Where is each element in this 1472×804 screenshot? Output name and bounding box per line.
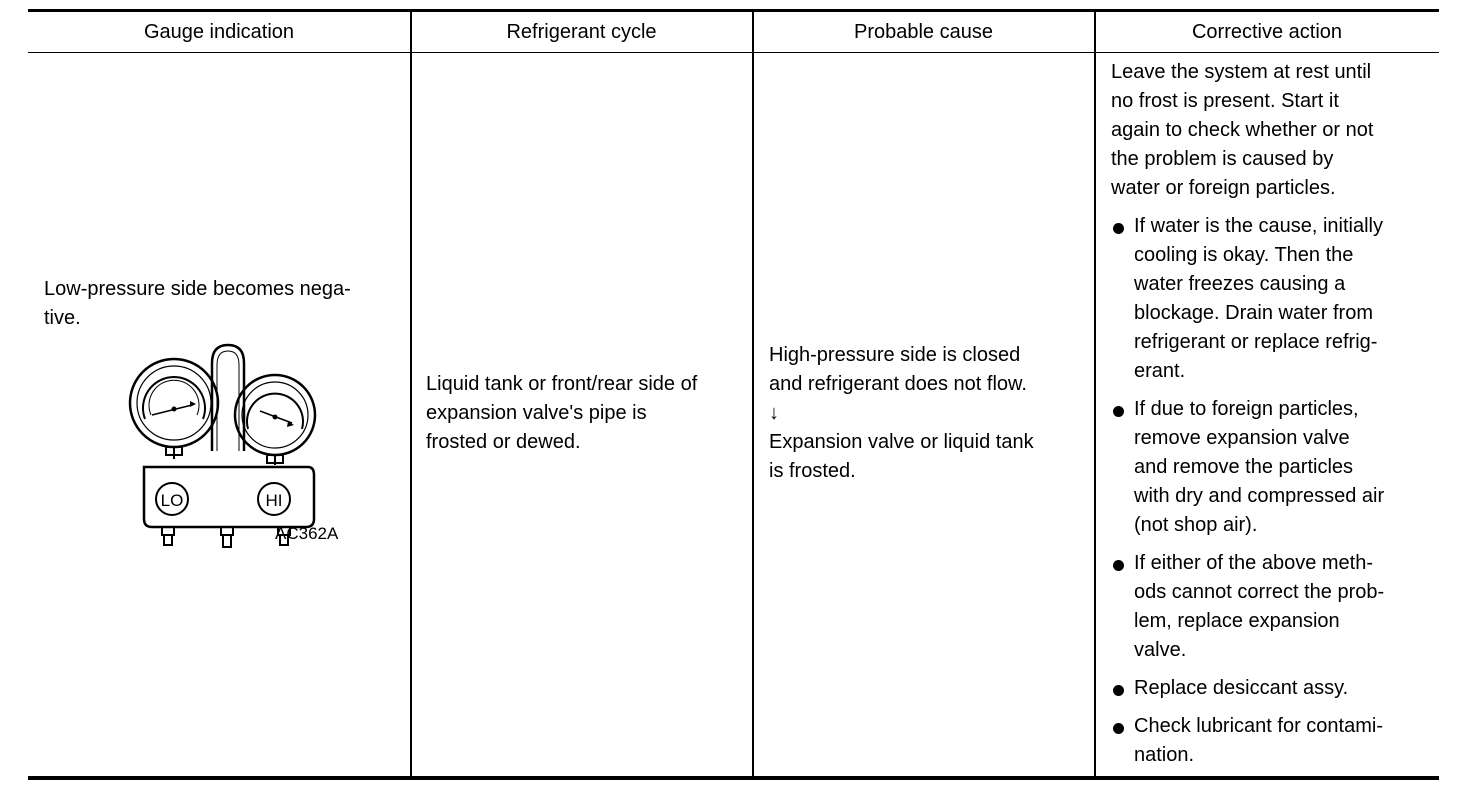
probable-cause-text [769, 341, 1089, 486]
corrective-action-text [1111, 58, 1433, 779]
figure-code: AC362A [275, 524, 339, 543]
bullet-line: Replace desiccant assy. [1134, 677, 1349, 699]
intro-line: Leave the system at rest until [1111, 61, 1372, 83]
cause-line-4: is frosted. [769, 460, 856, 482]
bullet-line: Check lubricant for contami- [1134, 715, 1383, 737]
refrigerant-cycle-text [426, 370, 746, 457]
column-divider-2 [752, 12, 754, 776]
bullet-line: water freezes causing a [1134, 273, 1346, 295]
action-bullet-water [1111, 212, 1433, 386]
header-refrigerant-cycle: Refrigerant cycle [506, 20, 657, 43]
column-divider-1 [410, 12, 412, 776]
bullet-line: If either of the above meth- [1134, 552, 1374, 574]
column-divider-3 [1094, 12, 1096, 776]
cause-line-2: and refrigerant does not flow. [769, 373, 1027, 395]
gauge-indication-line-2: tive. [44, 307, 81, 329]
header-gauge-indication: Gauge indication [143, 20, 295, 43]
cause-line-1: High-pressure side is closed [769, 344, 1021, 366]
hi-dial-label: HI [265, 491, 283, 510]
diagnosis-table [28, 9, 1439, 779]
bullet-line: ods cannot correct the prob- [1134, 581, 1385, 603]
header-corrective-action: Corrective action [1191, 20, 1343, 43]
header-divider [28, 52, 1439, 53]
action-bullet-replace-valve [1111, 549, 1433, 665]
bullet-line: refrigerant or replace refrig- [1134, 331, 1378, 353]
down-arrow-icon: ↓ [769, 402, 779, 424]
bullet-line: (not shop air). [1134, 514, 1258, 536]
header-probable-cause: Probable cause [854, 20, 993, 43]
bullet-line: cooling is okay. Then the [1134, 244, 1354, 266]
action-bullet-desiccant [1111, 674, 1433, 703]
intro-line: the problem is caused by [1111, 148, 1334, 170]
bullet-line: erant. [1134, 360, 1186, 382]
bullet-line: lem, replace expansion [1134, 610, 1340, 632]
intro-line: again to check whether or not [1111, 119, 1374, 141]
intro-line: water or foreign particles. [1111, 177, 1336, 199]
gauge-indication-text [44, 275, 406, 333]
action-bullet-foreign-particles [1111, 395, 1433, 540]
action-bullet-lubricant [1111, 712, 1433, 770]
action-bullet-list [1111, 212, 1433, 770]
bullet-line: valve. [1134, 639, 1187, 661]
action-intro [1111, 58, 1433, 203]
bullet-line: If due to foreign particles, [1134, 398, 1359, 420]
cycle-line-1: Liquid tank or front/rear side of [426, 373, 698, 395]
bullet-line: If water is the cause, initially [1134, 215, 1383, 237]
lo-dial-label: LO [160, 491, 184, 510]
bullet-line: and remove the particles [1134, 456, 1354, 478]
gauge-indication-line-1: Low-pressure side becomes nega- [44, 278, 351, 300]
intro-line: no frost is present. Start it [1111, 90, 1339, 112]
bullet-line: nation. [1134, 744, 1195, 766]
cause-line-3: Expansion valve or liquid tank [769, 431, 1034, 453]
bullet-line: with dry and compressed air [1134, 485, 1385, 507]
cycle-line-3: frosted or dewed. [426, 431, 581, 453]
cycle-line-2: expansion valve's pipe is [426, 402, 647, 424]
bullet-line: blockage. Drain water from [1134, 302, 1373, 324]
bullet-line: remove expansion valve [1134, 427, 1350, 449]
